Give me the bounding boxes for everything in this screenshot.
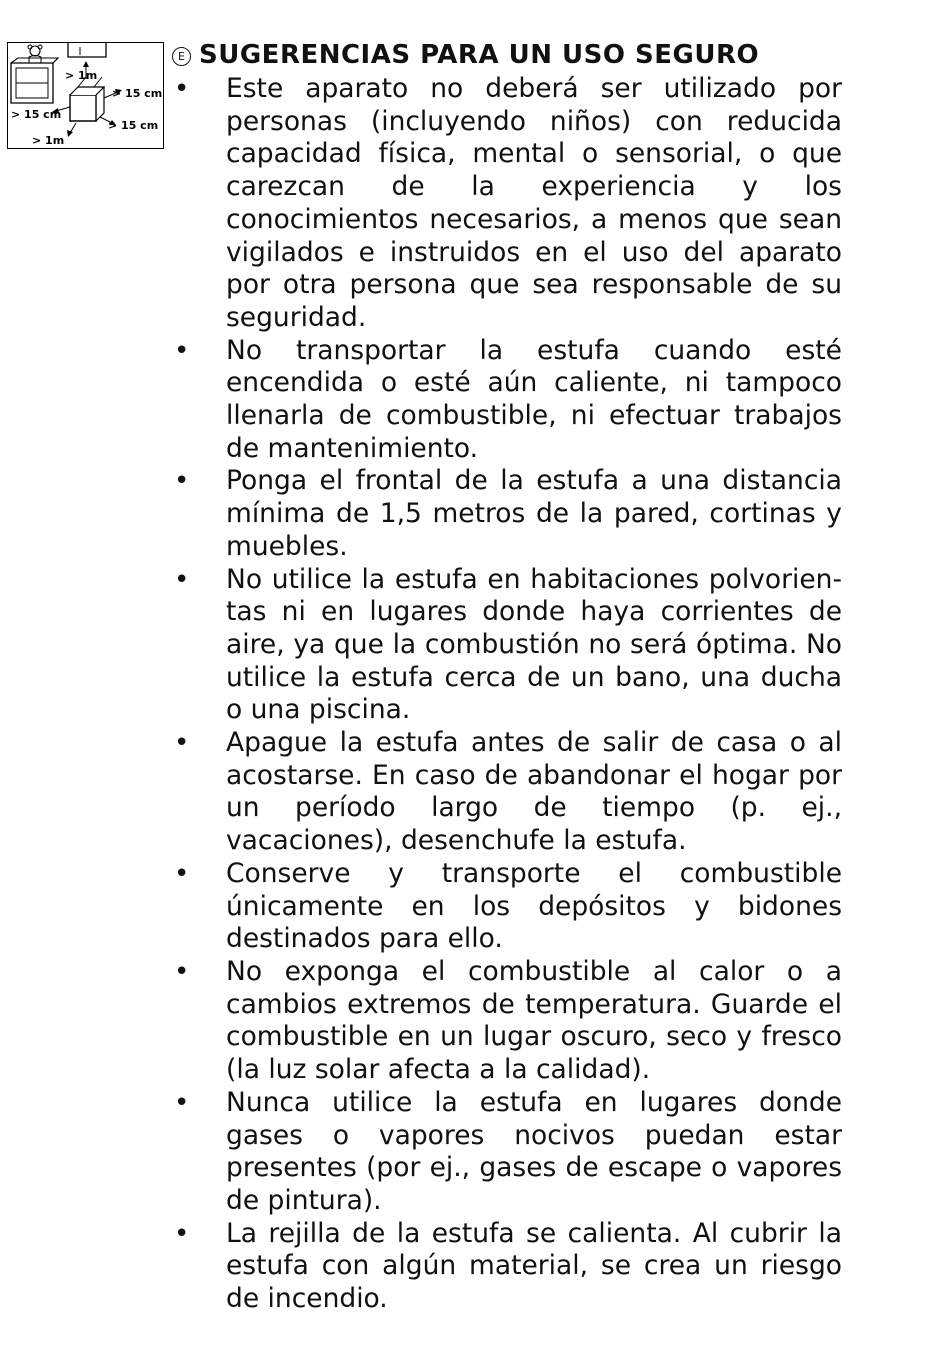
clearance-diagram-drawing: [8, 43, 163, 148]
teddy-icon: [28, 45, 42, 63]
safety-tips-list: [172, 73, 842, 1316]
list-item: [172, 1087, 842, 1218]
list-item-text: La rejilla de la estufa se calienta. Al cubrir la estufa con algún material, se crea un riesgo de incendio.: [226, 1217, 842, 1315]
list-item-text: No transportar la estufa cuando esté encendida o esté aún caliente, ni tampoco llenarla de combustible, ni efectuar trabajos de mantenimiento.: [226, 334, 842, 464]
list-item: [172, 465, 842, 563]
clearance-label-bottom: > 1m: [32, 134, 65, 147]
list-item: [172, 1218, 842, 1316]
bullet: •: [174, 1218, 190, 1249]
bullet: •: [174, 728, 190, 759]
bullet: •: [174, 858, 190, 889]
heater-icon: [70, 77, 104, 121]
bullet: •: [174, 74, 190, 104]
bullet: •: [174, 564, 190, 595]
section-title: SUGERENCIAS PARA UN USO SEGURO: [199, 40, 760, 70]
clearance-label-left: > 15 cm: [11, 108, 62, 121]
bullet: •: [174, 956, 190, 987]
clearance-diagram: [7, 42, 164, 149]
list-item: [172, 858, 842, 956]
list-item: [172, 564, 842, 728]
language-badge: E: [172, 47, 191, 66]
bullet: •: [174, 1087, 190, 1118]
list-item-text: Conserve y transporte el combustible únicamente en los depósitos y bidones destinados para ello.: [226, 857, 842, 955]
list-item: [172, 73, 842, 335]
list-item-text: Nunca utilice la estufa en lugares donde gases o vapores nocivos puedan estar presentes (por ej., gases de escape o vapores de pintura).: [226, 1086, 842, 1216]
clearance-label-top: > 1m: [65, 69, 98, 82]
bullet: •: [174, 335, 190, 366]
list-item-text: Apague la estufa antes de salir de casa o al acostarse. En caso de abandonar el hogar por un período largo de tiempo (p. ej., vacaciones), desenchufe la estufa.: [226, 727, 842, 857]
clearance-label-right-top: > 15 cm: [112, 87, 163, 100]
bullet: •: [174, 466, 190, 497]
list-item-text: No exponga el combustible al calor o a cambios extremos de temperatura. Guarde el combustible en un lugar oscuro, seco y fresco (la luz solar afecta a la calidad).: [226, 955, 842, 1086]
clearance-label-right-bottom: > 15 cm: [108, 119, 159, 132]
list-item: [172, 727, 842, 858]
list-item-text: No utilice la estufa en habitaciones polvorientas ni en lugares donde haya corrientes de aire, ya que la combustión no será óptima. No utilice la estufa cerca de un bano, una ducha o una piscina.: [226, 563, 842, 726]
list-item-text: Este aparato no deberá ser utilizado por personas (incluyendo niños) con reducida capacidad física, mental o sensorial, o que carezcan de la experiencia y los conocimientos necesarios, a menos que sean vigilados e instruidos en el uso del aparato por otra persona que sea responsable de su seguridad.: [226, 73, 842, 333]
section-header: [172, 40, 759, 70]
list-item: [172, 335, 842, 466]
list-item: [172, 956, 842, 1087]
list-item-text: Ponga el frontal de la estufa a una distancia mínima de 1,5 metros de la pared, cortinas y muebles.: [226, 465, 842, 562]
